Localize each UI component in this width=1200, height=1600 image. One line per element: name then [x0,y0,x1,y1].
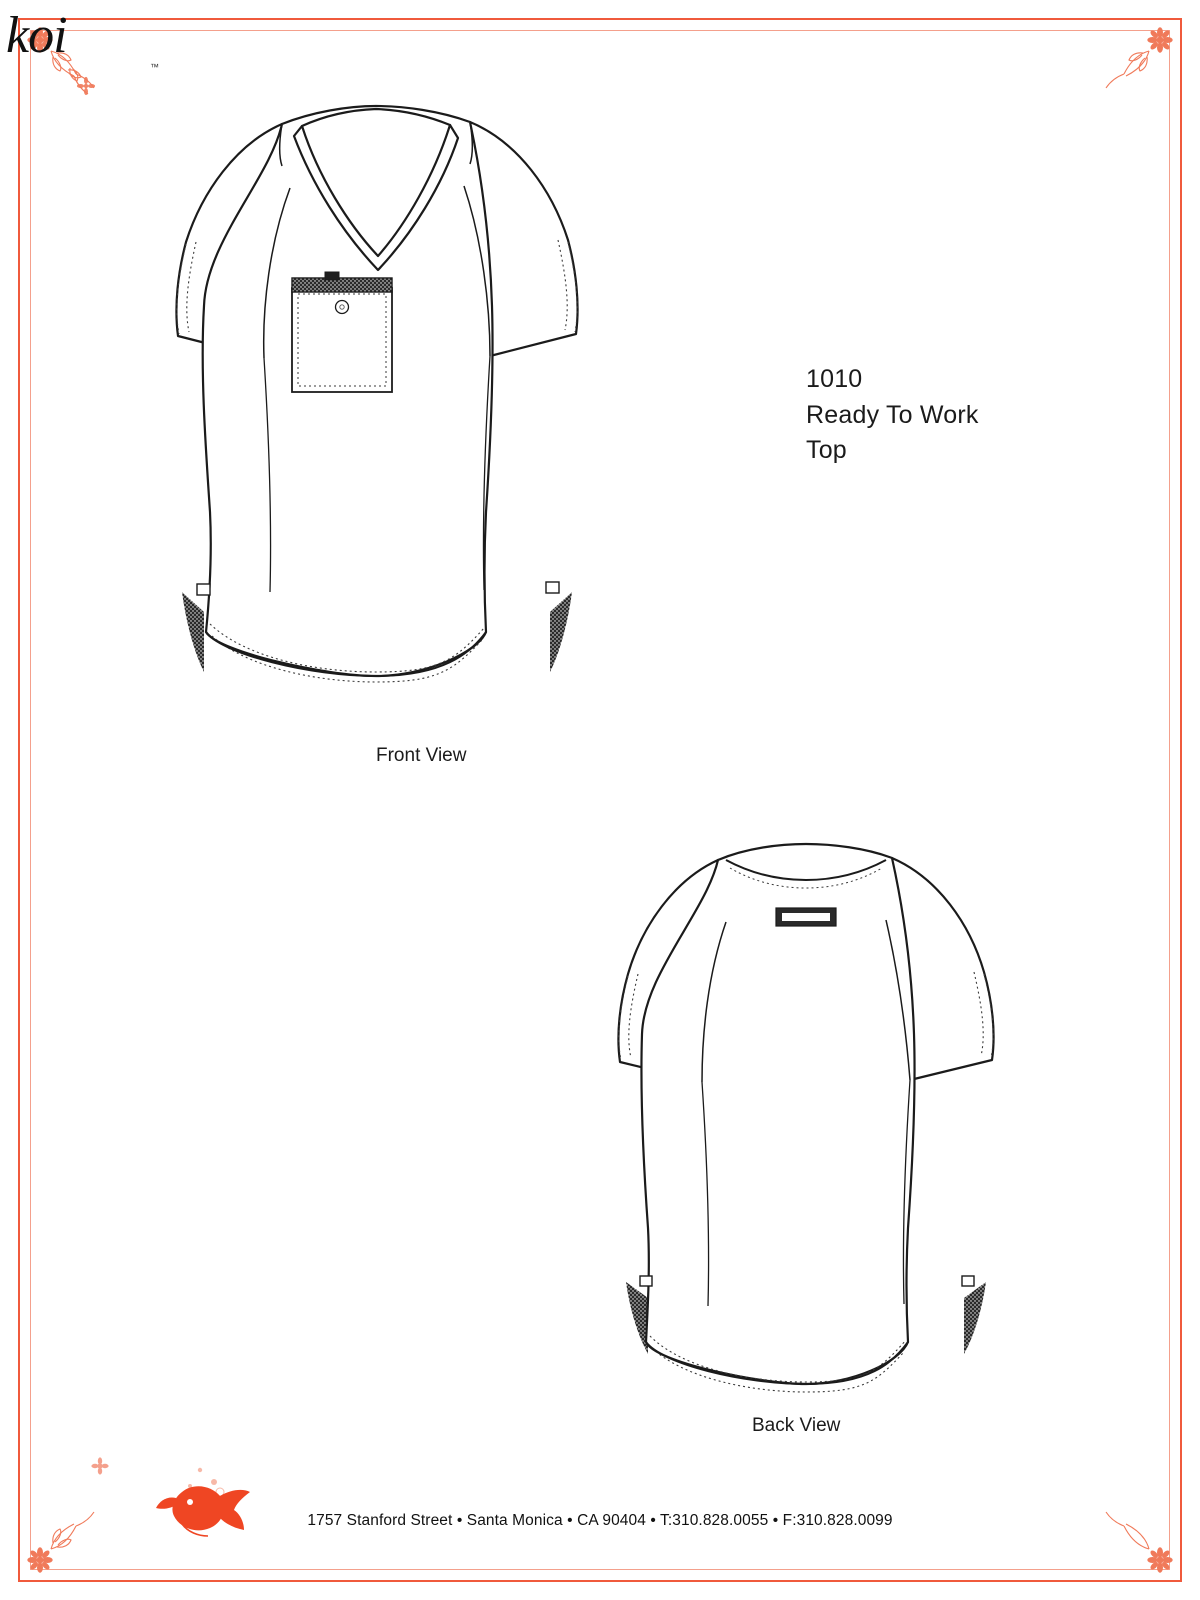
style-name: Ready To Work [806,400,979,429]
footer-address: 1757 Stanford Street • Santa Monica • CA 90404 • T:310.828.0055 • F:310.828.0099 [307,1512,893,1529]
style-info-block [806,362,979,469]
trademark-symbol: ™ [150,62,159,72]
style-number: 1010 [806,365,863,393]
floral-ornament-icon [1096,1496,1176,1576]
back-view-caption: Back View [752,1415,841,1436]
floral-ornament-icon [1096,24,1176,104]
style-category: Top [806,436,847,464]
front-view-caption: Front View [376,745,467,766]
scrub-top-back-technical-sketch [540,830,1080,1410]
scrub-top-front-technical-sketch [86,92,686,732]
brand-wordmark: koi [6,7,67,64]
